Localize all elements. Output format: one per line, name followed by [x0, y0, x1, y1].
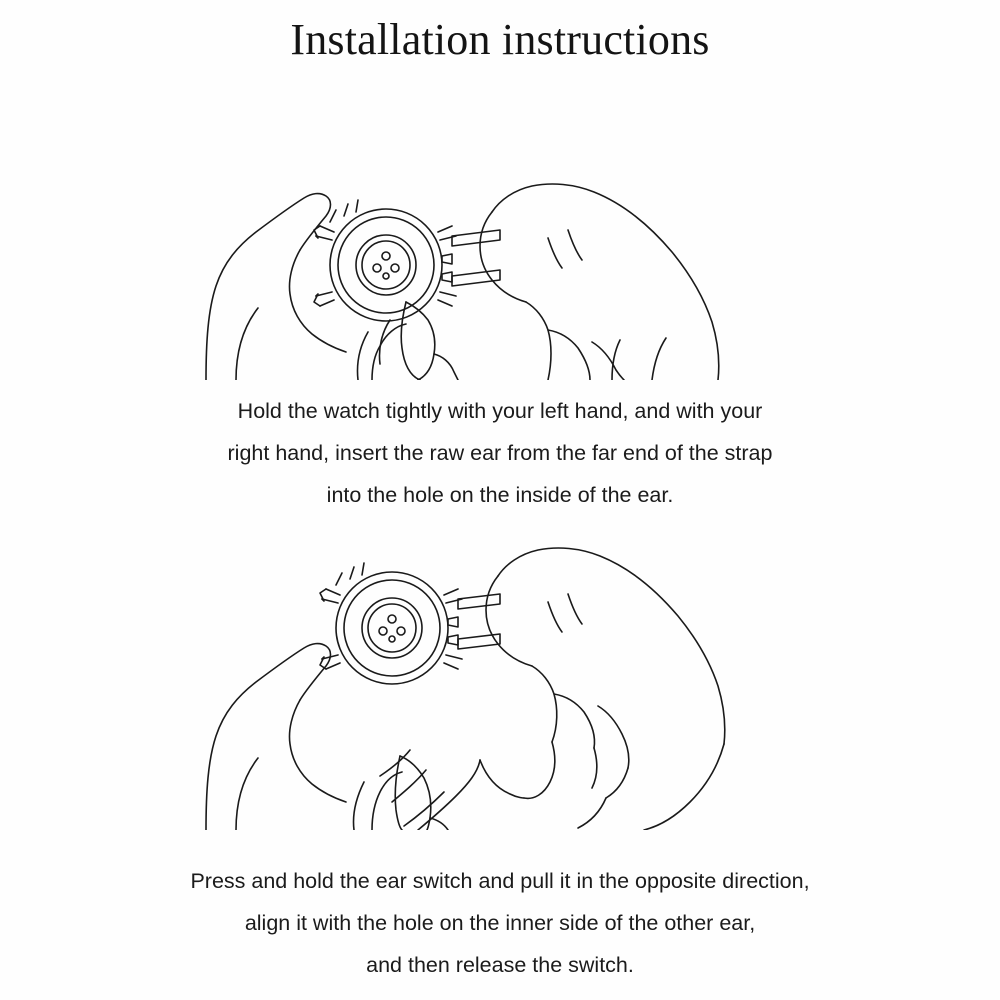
watch-case: [320, 563, 462, 684]
step-2-caption-line-3: and then release the switch.: [366, 953, 634, 977]
step-1-caption: [0, 390, 1000, 516]
step-2-illustration: [0, 520, 1000, 820]
quick-release-switch: [458, 594, 500, 649]
page-title: Installation instructions: [290, 15, 710, 64]
watch-case: [314, 200, 456, 321]
step-2-caption-line-2: align it with the hole on the inner side of the other ear,: [244, 911, 756, 935]
step-1-caption-line-2: right hand, insert the raw ear from the far end of the strap: [227, 441, 773, 465]
right-hand-outline: [380, 548, 725, 830]
step-1-caption-line-3: into the hole on the inside of the ear.: [326, 483, 674, 507]
step-2-caption: [0, 860, 1000, 986]
step-1-caption-line-1: Hold the watch tightly with your left hand, and with your: [237, 399, 763, 423]
step-2: [0, 520, 1000, 986]
strap-lug-bar: [452, 230, 500, 286]
right-hand-outline: [480, 184, 719, 380]
step-2-caption-line-1: Press and hold the ear switch and pull it in the opposite direction,: [190, 869, 810, 893]
step-1-illustration: [0, 80, 1000, 380]
step-1: [0, 80, 1000, 516]
